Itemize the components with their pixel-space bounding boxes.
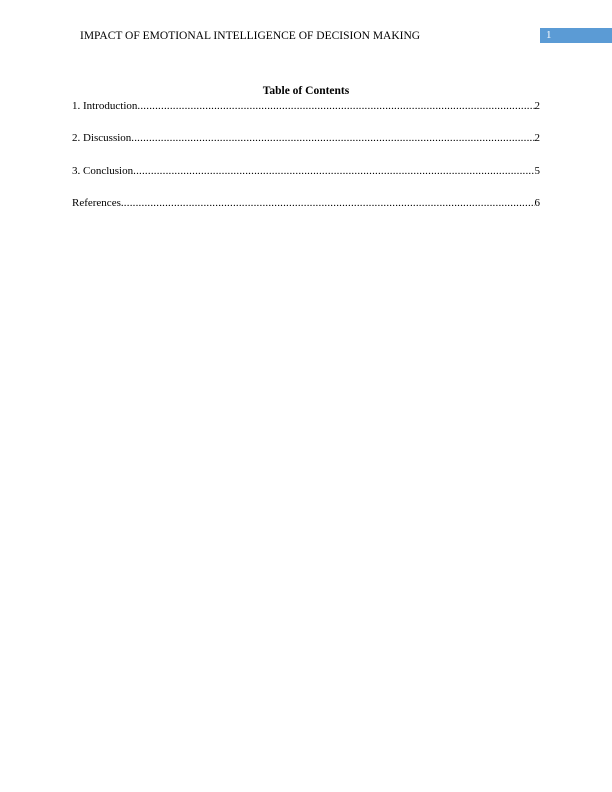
toc-entry-label: 3. Conclusion (72, 165, 134, 177)
toc-entry-label: 1. Introduction (72, 100, 138, 112)
toc-entry-discussion[interactable] (72, 131, 540, 145)
toc-dot-leader (137, 99, 534, 113)
toc-entry-label: References (72, 197, 121, 209)
toc-entry-references[interactable] (72, 196, 540, 210)
toc-dot-leader (131, 131, 534, 145)
toc-entry-page: 2 (534, 100, 540, 112)
toc-dot-leader (133, 164, 534, 178)
toc-entry-label: 2. Discussion (72, 132, 132, 144)
toc-heading: Table of Contents (262, 85, 350, 97)
toc-entry-conclusion[interactable] (72, 164, 540, 178)
running-header-title: IMPACT OF EMOTIONAL INTELLIGENCE OF DECISION MAKING (80, 30, 421, 42)
page-number: 1 (546, 29, 552, 41)
toc-entry-page: 6 (534, 197, 540, 209)
toc-entry-introduction[interactable] (72, 99, 540, 113)
toc-entry-page: 2 (534, 132, 540, 144)
page-number-badge (540, 28, 612, 43)
toc-entry-page: 5 (534, 165, 540, 177)
toc-dot-leader (121, 196, 535, 210)
